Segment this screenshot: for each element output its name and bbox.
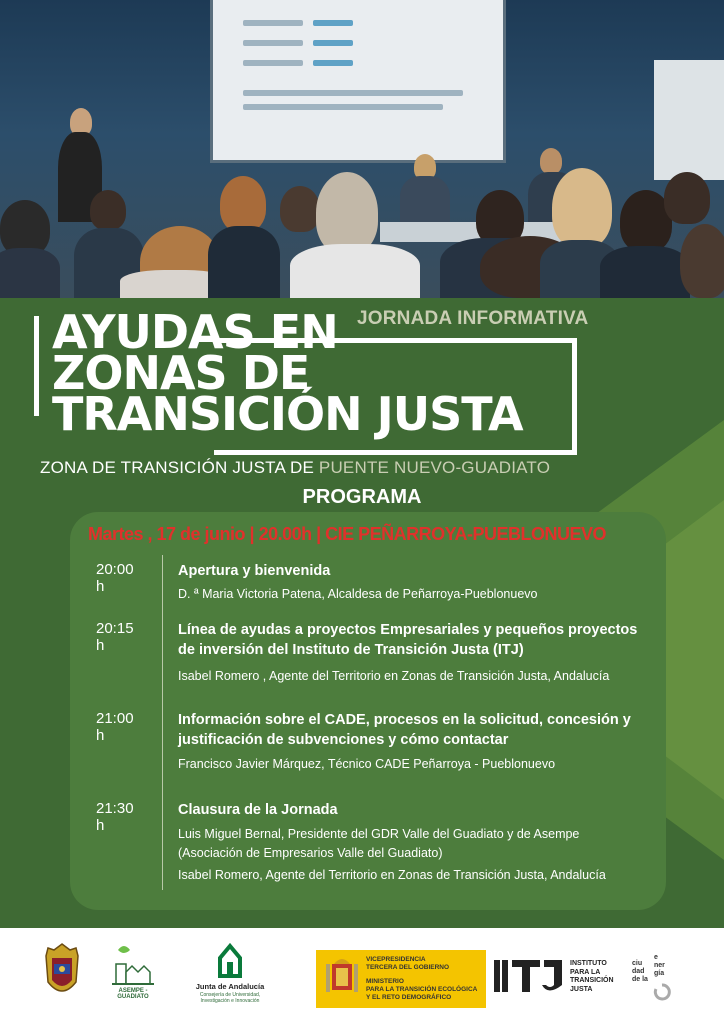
item-time: 20:00 h (96, 561, 134, 595)
projector-screen (210, 0, 506, 163)
gov-vicepresidency (366, 956, 449, 972)
title-line-2: ZONAS DE (52, 346, 310, 400)
main-title (52, 305, 523, 441)
gov-line-5: Y EL RETO DEMOGRÁFICO (366, 994, 452, 1001)
ciudad-energia-logo (632, 954, 692, 1004)
item-speaker: Francisco Javier Márquez, Técnico CADE Peñarroya - Pueblonuevo (178, 757, 556, 771)
sponsor-logos (0, 928, 724, 1024)
timeline-divider (162, 555, 163, 890)
junta-department: Consejería de Universidad, Investigación e Innovación (199, 992, 261, 1004)
zone-prefix: ZONA DE TRANSICIÓN JUSTA DE (40, 458, 319, 477)
item-time: 21:00 h (96, 710, 134, 744)
event-dateline: Martes , 17 de junio | 20.00h | CIE PEÑARROYA-PUEBLONUEVO (88, 524, 607, 544)
cde-word-4: e (654, 954, 658, 961)
itj-line-4: JUSTA (570, 985, 593, 993)
itj-label (570, 960, 614, 994)
item-time: 21:30 h (96, 800, 134, 834)
zone-place: PUENTE NUEVO-GUADIATO (318, 458, 551, 477)
gov-ministry (366, 978, 477, 1002)
zone-subtitle (40, 458, 550, 478)
whiteboard (654, 60, 724, 180)
title-bar (34, 316, 39, 416)
item-title: Información sobre el CADE, procesos en la solicitud, concesión y justificación de subvenciones y cómo contactar (178, 712, 631, 748)
gov-line-1: VICEPRESIDENCIA (366, 956, 426, 963)
cde-word-1: ciu (632, 960, 643, 967)
itj-line-1: INSTITUTO (570, 960, 607, 967)
item-time: 20:15 h (96, 620, 134, 654)
cde-word-6: gía (654, 970, 665, 977)
item-speaker: Luis Miguel Bernal, Presidente del GDR Valle del Guadiato y de Asempe (178, 827, 580, 841)
gov-line-3: MINISTERIO (366, 978, 404, 985)
itj-line-3: TRANSICIÓN (570, 977, 614, 984)
audience-photo (0, 0, 724, 298)
municipal-crest-icon (40, 942, 84, 1000)
cde-word-5: ner (654, 962, 665, 969)
junta-andalucia-logo (190, 940, 270, 1006)
item-speaker: Isabel Romero, Agente del Territorio en Zonas de Transición Justa, Andalucía (178, 868, 606, 882)
item-speaker: D. ª Maria Victoria Patena, Alcaldesa de Peñarroya-Pueblonuevo (178, 587, 538, 601)
cde-word-3: de la (632, 976, 648, 983)
asempe-logo (108, 944, 156, 1010)
item-speaker: (Asociación de Empresarios Valle del Guadiato) (178, 846, 443, 860)
junta-name: Junta de Andalucía (195, 982, 265, 991)
event-type: JORNADA INFORMATIVA (357, 308, 589, 329)
title-line-3: TRANSICIÓN JUSTA (52, 387, 523, 441)
itj-line-2: PARA LA (570, 968, 601, 976)
gov-line-2: TERCERA DEL GOBIERNO (366, 964, 450, 971)
title-line-1: AYUDAS EN (52, 305, 338, 359)
item-title: Línea de ayudas a proyectos Empresariales y pequeños proyectos de inversión del Instituto de Transición Justa (ITJ) (178, 622, 638, 658)
programa-heading: PROGRAMA (302, 486, 422, 508)
item-speaker: Isabel Romero , Agente del Territorio en Zonas de Transición Justa, Andalucía (178, 669, 610, 683)
cde-word-2: dad (632, 968, 645, 975)
itj-logo (492, 956, 612, 1002)
spain-government-logo (316, 950, 486, 1008)
item-title: Apertura y bienvenida (178, 563, 331, 579)
power-icon (652, 982, 672, 1002)
asempe-label: ASEMPE - GUADIATO (117, 988, 149, 1000)
item-title: Clausura de la Jornada (178, 802, 338, 818)
gov-line-4: PARA LA TRANSICIÓN ECOLÓGICA (366, 986, 478, 993)
